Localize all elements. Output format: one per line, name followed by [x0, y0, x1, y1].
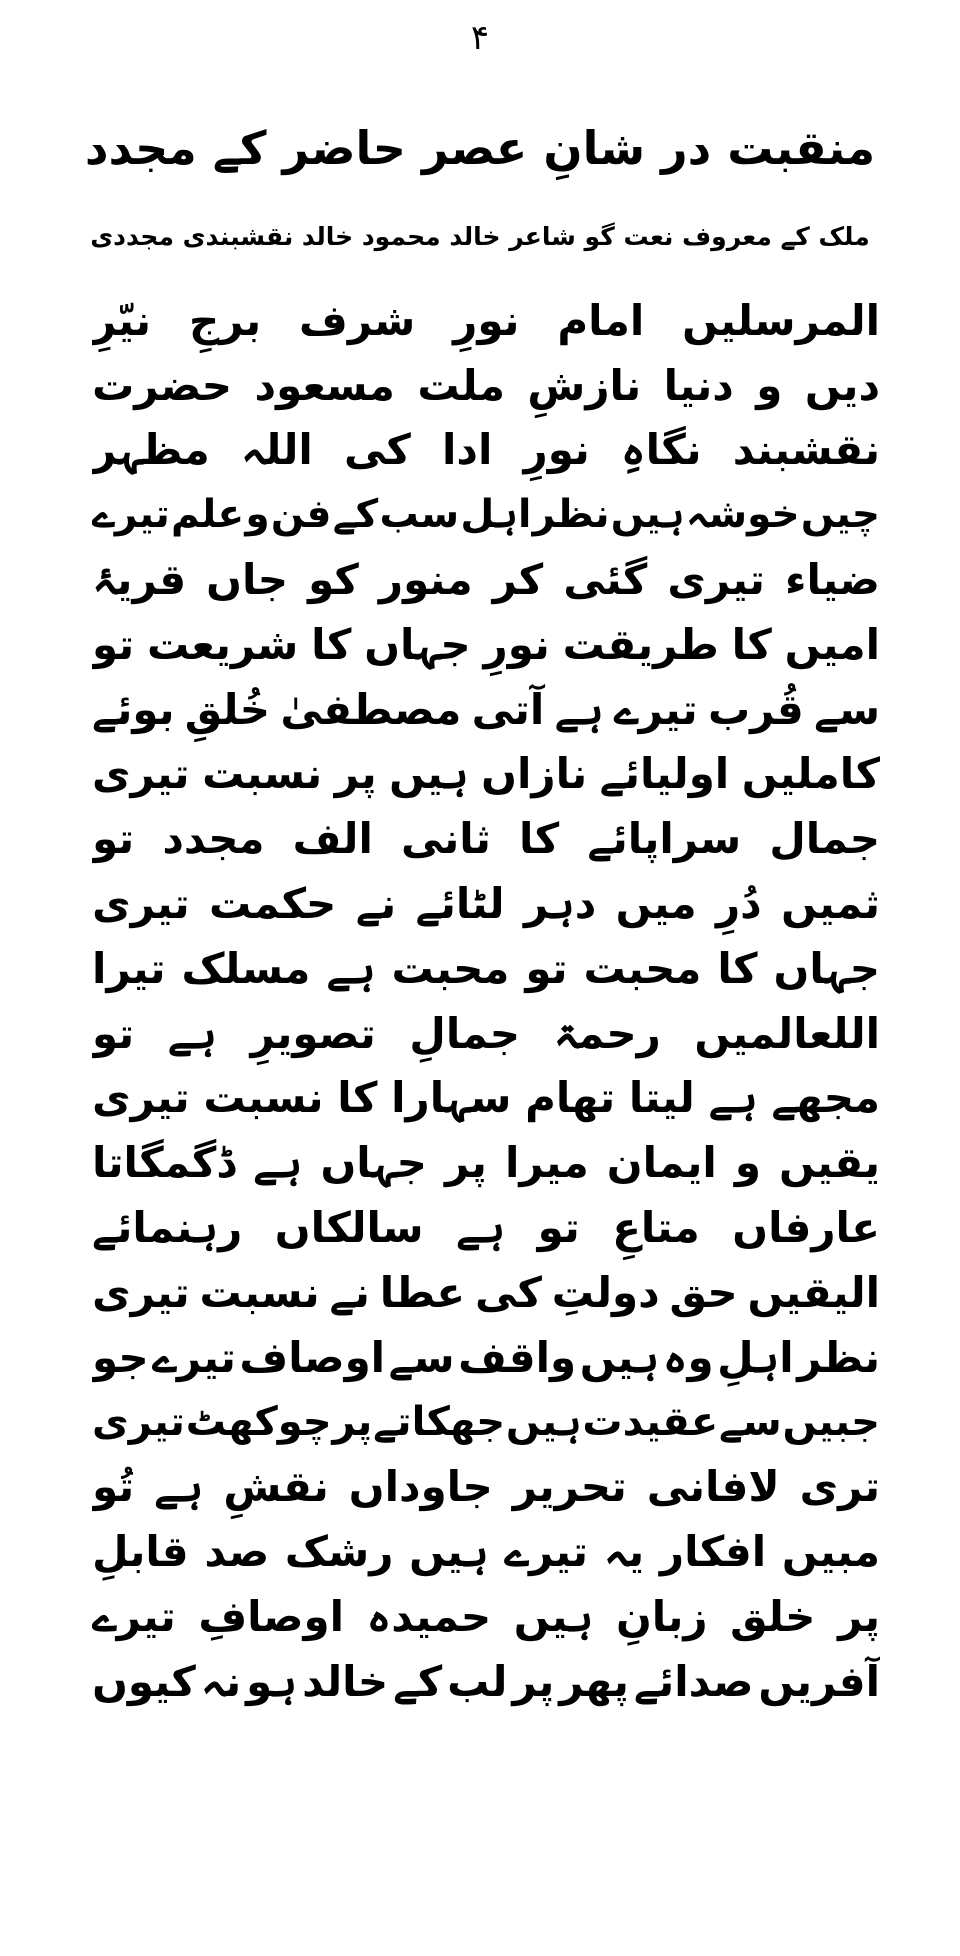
- verse-word: نیّرِ: [92, 295, 152, 345]
- verse-word: حکمت: [209, 879, 337, 929]
- verse-word: حمیدہ: [366, 1591, 492, 1641]
- verse-word: نسبت: [199, 1267, 320, 1317]
- verse-word: رحمۃ: [553, 1008, 661, 1058]
- verse-word: مجدد: [162, 814, 265, 864]
- verse-word: کا: [311, 619, 352, 669]
- verse-word: سے: [718, 1398, 782, 1445]
- verse-word: فن: [270, 492, 332, 538]
- verse-word: تیرے: [92, 492, 170, 538]
- verse-word: نقشِ: [223, 1462, 329, 1512]
- verse-word: سراپائے: [587, 814, 742, 864]
- verse-word: ہیں: [409, 1527, 489, 1577]
- verse-word: سے: [814, 684, 880, 734]
- verse-word: حق: [669, 1267, 738, 1317]
- verse-line: [92, 1066, 880, 1131]
- verse-word: دُرِ: [716, 879, 762, 929]
- verse-word: تو: [525, 943, 568, 993]
- verse-word: تھام: [525, 1073, 616, 1123]
- verse-word: ضیاء: [785, 555, 880, 605]
- verse-word: عارفاں: [732, 1203, 880, 1253]
- verse-line: [92, 677, 880, 742]
- verse-word: خُلقِ: [184, 684, 271, 734]
- verse-word: واقف: [458, 1332, 577, 1382]
- verse-word: یقیں: [779, 1138, 880, 1188]
- verse-word: تیری: [92, 749, 190, 799]
- verse-word: آتی: [471, 684, 545, 734]
- poem-body: [92, 288, 880, 1908]
- verse-word: جمال: [769, 814, 880, 864]
- verse-word: نے: [329, 1267, 370, 1317]
- verse-word: خوشہ: [685, 492, 800, 538]
- verse-line: [92, 482, 880, 547]
- verse-word: قریۂ: [92, 555, 187, 605]
- verse-word: تیرے: [152, 1332, 236, 1382]
- verse-word: کاملیں: [741, 749, 880, 799]
- verse-word: چوکھٹ: [185, 1398, 332, 1445]
- verse-word: تُو: [92, 1462, 135, 1512]
- verse-word: پھر: [559, 1656, 629, 1706]
- verse-word: چیں: [800, 492, 880, 538]
- verse-word: حضرت: [92, 360, 233, 410]
- verse-word: میرا: [505, 1138, 589, 1188]
- verse-word: عقیدت: [582, 1398, 719, 1445]
- verse-line: [92, 1519, 880, 1584]
- verse-word: و: [245, 492, 270, 538]
- verse-word: تری: [799, 1462, 880, 1512]
- verse-word: نورِ: [453, 295, 520, 345]
- verse-word: ہے: [708, 1073, 758, 1123]
- verse-word: اوصاف: [239, 1332, 386, 1382]
- verse-word: جو: [92, 1332, 149, 1382]
- verse-word: نورِ: [523, 425, 590, 475]
- verse-word: کا: [731, 619, 772, 669]
- verse-word: خالد: [302, 1656, 389, 1706]
- verse-word: تو: [92, 814, 135, 864]
- verse-word: ثانی: [401, 814, 491, 864]
- verse-word: نازشِ: [527, 360, 642, 410]
- verse-word: کے: [332, 492, 379, 538]
- verse-line: [92, 547, 880, 612]
- verse-word: تصویرِ: [250, 1008, 376, 1058]
- verse-word: تیری: [92, 1267, 190, 1317]
- verse-word: نقشبند: [732, 425, 880, 475]
- verse-word: افکار: [659, 1527, 767, 1577]
- verse-word: ثمیں: [781, 879, 880, 929]
- verse-word: تو: [537, 1203, 580, 1253]
- verse-line: [92, 1130, 880, 1195]
- verse-word: بوئے: [92, 684, 175, 734]
- verse-word: جہاں: [320, 1138, 427, 1188]
- verse-word: محبت: [391, 943, 510, 993]
- verse-word: کیوں: [92, 1656, 196, 1706]
- verse-line: [92, 1260, 880, 1325]
- verse-line: [92, 742, 880, 807]
- verse-word: محبت: [583, 943, 702, 993]
- verse-word: دولتِ: [551, 1267, 660, 1317]
- verse-line: [92, 1390, 880, 1455]
- verse-word: پر: [332, 1398, 373, 1445]
- verse-line: [92, 871, 880, 936]
- verse-word: ہے: [253, 1138, 303, 1188]
- verse-word: یہ: [603, 1527, 645, 1577]
- verse-word: کر: [492, 555, 544, 605]
- verse-word: منور: [378, 555, 473, 605]
- verse-word: میں: [615, 879, 697, 929]
- verse-word: طریقت: [562, 619, 719, 669]
- verse-line: [92, 1325, 880, 1390]
- verse-word: جاوداں: [348, 1462, 493, 1512]
- verse-word: مجھے: [771, 1073, 880, 1123]
- verse-word: زبانِ: [615, 1591, 708, 1641]
- verse-word: وہ: [662, 1332, 714, 1382]
- verse-word: نازاں: [481, 749, 588, 799]
- verse-line: [92, 353, 880, 418]
- verse-word: کو: [308, 555, 359, 605]
- verse-word: ہیں: [610, 492, 685, 538]
- verse-word: مظہر: [92, 425, 210, 475]
- verse-word: ایمان: [606, 1138, 717, 1188]
- verse-word: تیرے: [504, 1527, 589, 1577]
- verse-word: علم: [170, 492, 245, 538]
- poem-title: منقبت در شانِ عصر حاضر کے مجدد: [84, 121, 876, 175]
- verse-word: صدائے: [633, 1656, 754, 1706]
- verse-word: ہے: [456, 1203, 506, 1253]
- verse-word: نگاہِ: [620, 425, 702, 475]
- verse-line: [92, 1454, 880, 1519]
- verse-word: تیری: [667, 555, 765, 605]
- verse-word: آفریں: [758, 1656, 880, 1706]
- verse-word: رہنمائے: [92, 1203, 243, 1253]
- verse-word: نے: [355, 879, 397, 929]
- verse-word: تیری: [92, 879, 190, 929]
- verse-word: جبیں: [782, 1398, 880, 1445]
- verse-word: تحریر: [512, 1462, 627, 1512]
- verse-word: نسبت: [203, 1073, 324, 1123]
- verse-word: تیرے: [92, 1591, 176, 1641]
- verse-word: اوصافِ: [198, 1591, 345, 1641]
- verse-word: نظر: [532, 492, 610, 538]
- verse-word: جہاں: [364, 619, 471, 669]
- verse-word: نظر: [797, 1332, 880, 1382]
- verse-word: ملت: [417, 360, 505, 410]
- verse-word: کے: [393, 1656, 443, 1706]
- verse-word: لب: [447, 1656, 508, 1706]
- verse-word: قابلِ: [92, 1527, 189, 1577]
- verse-line: [92, 1649, 880, 1714]
- verse-line: [92, 418, 880, 483]
- verse-word: پر: [838, 1591, 880, 1641]
- verse-word: جھکاتے: [373, 1398, 506, 1445]
- verse-word: تو: [92, 1008, 135, 1058]
- poem-subtitle: ملک کے معروف نعت گو شاعر خالد محمود خالد نقشبندی مجددی: [90, 222, 870, 251]
- verse-word: خلق: [730, 1591, 816, 1641]
- verse-word: سب: [379, 492, 460, 538]
- verse-word: اللعالمیں: [694, 1008, 880, 1058]
- verse-word: کا: [519, 814, 560, 864]
- page-number: ۴: [470, 18, 490, 58]
- verse-word: تیری: [92, 1398, 185, 1445]
- verse-word: امیں: [784, 619, 880, 669]
- verse-word: سالکاں: [274, 1203, 424, 1253]
- verse-line: [92, 1001, 880, 1066]
- verse-word: پر: [512, 1656, 555, 1706]
- verse-word: مصطفیٰ: [280, 684, 462, 734]
- verse-word: سے: [388, 1332, 455, 1382]
- verse-word: جمالِ: [409, 1008, 521, 1058]
- verse-word: دہر: [523, 879, 597, 929]
- verse-word: دیں: [804, 360, 880, 410]
- verse-word: لافانی: [646, 1462, 780, 1512]
- verse-word: ہے: [167, 1008, 217, 1058]
- verse-word: و: [734, 1138, 761, 1188]
- verse-word: صد: [204, 1527, 270, 1577]
- verse-line: [92, 1195, 880, 1260]
- verse-word: تو: [92, 619, 135, 669]
- verse-word: پر: [445, 1138, 487, 1188]
- verse-line: [92, 288, 880, 353]
- verse-line: [92, 1584, 880, 1649]
- verse-word: مبیں: [781, 1527, 880, 1577]
- verse-word: تیرا: [92, 943, 166, 993]
- verse-word: پر: [334, 749, 377, 799]
- verse-word: الف: [292, 814, 373, 864]
- verse-word: ادا: [442, 425, 493, 475]
- verse-line: [92, 612, 880, 677]
- verse-word: ہے: [554, 684, 604, 734]
- verse-word: ڈگمگاتا: [92, 1138, 236, 1188]
- verse-word: نہ: [200, 1656, 242, 1706]
- verse-word: ہو: [246, 1656, 298, 1706]
- verse-word: ہیں: [579, 1332, 660, 1382]
- verse-word: و: [756, 360, 783, 410]
- verse-word: اہل: [460, 492, 532, 538]
- verse-word: اہلِ: [717, 1332, 794, 1382]
- verse-word: اولیائے: [599, 749, 730, 799]
- verse-word: ہیں: [505, 1398, 582, 1445]
- verse-word: گئی: [563, 555, 648, 605]
- verse-word: نورِ: [483, 619, 550, 669]
- verse-word: لیتا: [628, 1073, 695, 1123]
- verse-word: عطا: [379, 1267, 466, 1317]
- verse-word: سہارا: [391, 1073, 512, 1123]
- verse-word: ہیں: [389, 749, 469, 799]
- verse-word: تیرے: [614, 684, 698, 734]
- verse-line: [92, 936, 880, 1001]
- verse-word: متاعِ: [612, 1203, 700, 1253]
- verse-word: دنیا: [663, 360, 734, 410]
- verse-word: شرف: [299, 295, 416, 345]
- verse-word: اللہ: [240, 425, 313, 475]
- verse-word: کی: [474, 1267, 542, 1317]
- verse-word: جہاں: [773, 943, 880, 993]
- verse-word: لٹائے: [415, 879, 505, 929]
- verse-word: ہے: [154, 1462, 204, 1512]
- verse-word: کا: [337, 1073, 378, 1123]
- verse-word: رشک: [284, 1527, 394, 1577]
- verse-word: قُرب: [707, 684, 804, 734]
- verse-word: مسعود: [254, 360, 395, 410]
- verse-word: برجِ: [188, 295, 262, 345]
- verse-word: مسلک: [181, 943, 311, 993]
- verse-line: [92, 806, 880, 871]
- verse-word: ہیں: [513, 1591, 594, 1641]
- verse-word: المرسلیں: [682, 295, 880, 345]
- verse-word: امام: [557, 295, 645, 345]
- verse-word: شریعت: [146, 619, 299, 669]
- verse-word: نسبت: [202, 749, 323, 799]
- verse-word: جاں: [206, 555, 289, 605]
- verse-word: تیری: [92, 1073, 190, 1123]
- verse-word: الیقیں: [747, 1267, 880, 1317]
- verse-word: کا: [717, 943, 758, 993]
- verse-word: کی: [343, 425, 411, 475]
- verse-word: ہے: [326, 943, 376, 993]
